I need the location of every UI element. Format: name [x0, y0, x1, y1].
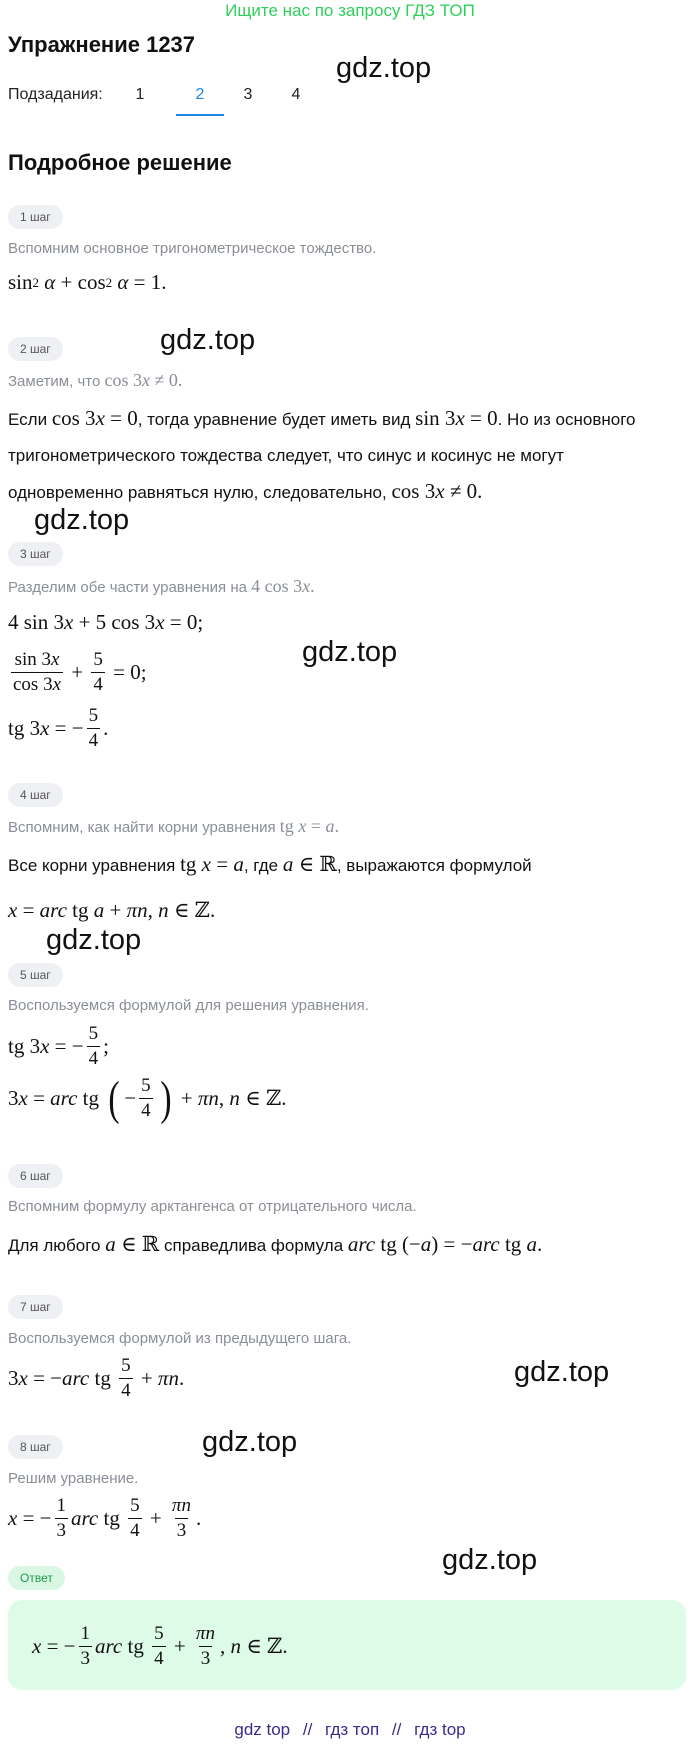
step-badge-2: 2 шаг	[8, 337, 63, 361]
footer-link-gdz-top-ru[interactable]: гдз топ	[325, 1720, 380, 1739]
step-badge-8: 8 шаг	[8, 1435, 63, 1459]
step-3-formula-3: tg 3 x = − $\frac{5}{4}$ .	[8, 705, 109, 751]
step-8-hint: Решим уравнение.	[8, 1470, 139, 1487]
step-badge-7: 7 шаг	[8, 1295, 63, 1319]
step-badge-4: 4 шаг	[8, 783, 63, 807]
solution-title: Подробное решение	[8, 150, 232, 175]
watermark: gdz.top	[34, 504, 130, 536]
step-4-line-1: Все корни уравнения tg x = a, где a ∈ ℝ, выражаются формулой	[8, 852, 532, 876]
step-7-hint: Воспользуемся формулой из предыдущего шага.	[8, 1330, 352, 1347]
step-2-line-3: одновременно равняться нулю, следовательно, cos 3x ≠ 0.	[8, 479, 483, 503]
exercise-title: Упражнение 1237	[8, 32, 196, 57]
watermark: gdz.top	[46, 924, 142, 956]
step-badge-5: 5 шаг	[8, 963, 63, 987]
footer-separator: //	[302, 1720, 313, 1739]
step-2-hint: Заметим, что cos 3x ≠ 0.	[8, 370, 183, 390]
footer-link-gdz-top-mixed[interactable]: гдз top	[414, 1720, 466, 1739]
subtasks-label: Подзадания:	[8, 86, 103, 103]
subtask-tab-2[interactable]: 2	[195, 86, 205, 103]
step-3-formula-2: $\frac{\sin 3x}{\cos 3x}$ + $\frac{5}{4}$ = 0;	[13, 649, 147, 695]
step-6-line-1: Для любого a ∈ ℝ справедлива формула arc tg (−a) = −arc tg a.	[8, 1232, 543, 1256]
step-badge-3: 3 шаг	[8, 542, 63, 566]
watermark: gdz.top	[302, 636, 398, 668]
footer-links	[0, 1720, 700, 1740]
step-6-hint: Вспомним формулу арктангенса от отрицательного числа.	[8, 1198, 417, 1215]
footer-separator: //	[391, 1720, 402, 1739]
step-badge-6: 6 шаг	[8, 1164, 63, 1188]
step-2-line-2: тригонометрического тождества следует, что синус и косинус не могут	[8, 446, 564, 465]
answer-formula: x = − $\frac{1}{3}$ arc tg $\frac{5}{4}$ + $\frac{\pi n}{3}$ , n ∈ ℤ.	[32, 1623, 288, 1669]
watermark: gdz.top	[442, 1544, 538, 1576]
step-5-hint: Воспользуемся формулой для решения уравнения.	[8, 997, 369, 1014]
watermark: gdz.top	[514, 1356, 610, 1388]
active-tab-underline	[176, 114, 224, 116]
step-5-formula-2: 3 x = arc tg ( − $\frac{5}{4}$ ) + πn , n ∈ ℤ.	[8, 1071, 287, 1125]
watermark: gdz.top	[336, 52, 432, 84]
step-4-formula: x = arc tg a + πn , n ∈ ℤ.	[8, 898, 216, 922]
top-banner[interactable]: Ищите нас по запросу ГДЗ ТОП	[225, 1, 475, 20]
step-8-formula: x = − $\frac{1}{3}$ arc tg $\frac{5}{4}$ + $\frac{\pi n}{3}$ .	[8, 1495, 202, 1541]
step-badge-1: 1 шаг	[8, 205, 63, 229]
subtask-tab-1[interactable]: 1	[135, 86, 145, 103]
watermark: gdz.top	[202, 1426, 298, 1458]
step-7-formula: 3 x = − arc tg $\frac{5}{4}$ + πn .	[8, 1355, 185, 1401]
step-3-formula-1: 4 sin 3 x + 5 cos 3 x = 0;	[8, 610, 204, 634]
subtask-tab-3[interactable]: 3	[243, 86, 253, 103]
answer-badge: Ответ	[8, 1566, 65, 1590]
watermark: gdz.top	[160, 324, 256, 356]
step-5-formula-1: tg 3 x = − $\frac{5}{4}$ ;	[8, 1023, 109, 1069]
subtask-tab-4[interactable]: 4	[291, 86, 301, 103]
step-1-formula: sin 2 α + cos 2 α = 1.	[8, 270, 167, 294]
step-2-line-1: Если cos 3x = 0, тогда уравнение будет иметь вид sin 3x = 0. Но из основного	[8, 406, 636, 430]
answer-box	[8, 1600, 686, 1690]
footer-link-gdz-top[interactable]: gdz top	[234, 1720, 291, 1739]
step-3-hint: Разделим обе части уравнения на 4 cos 3x.	[8, 576, 315, 596]
subtasks-row	[8, 82, 308, 116]
step-1-hint: Вспомним основное тригонометрическое тождество.	[8, 240, 377, 257]
step-4-hint: Вспомним, как найти корни уравнения tg x = a.	[8, 816, 339, 836]
